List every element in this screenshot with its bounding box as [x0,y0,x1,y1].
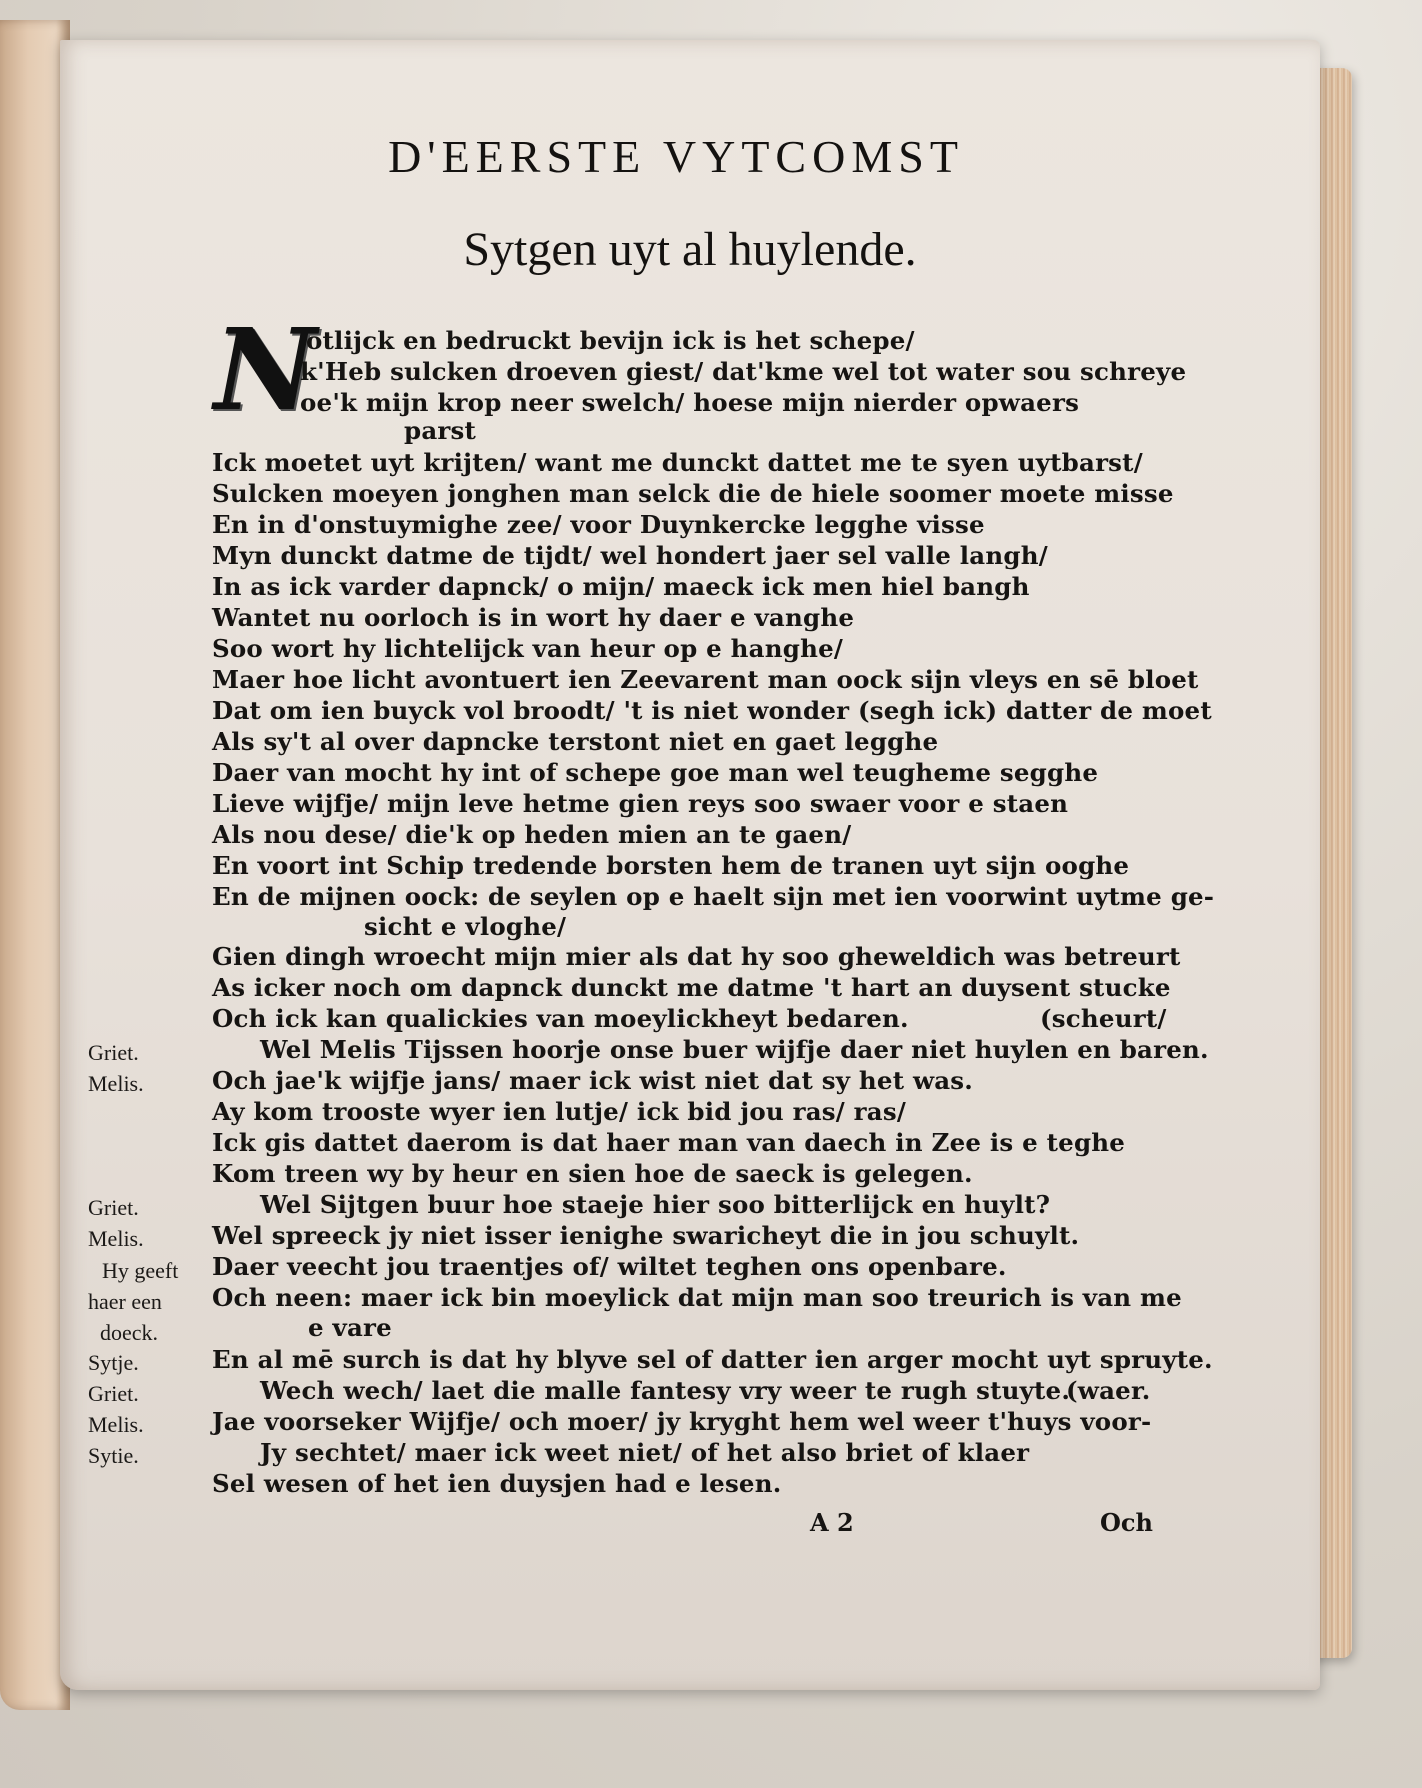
speaker-label: Griet. [88,1195,139,1220]
text-line: Sel wesen of het ien duysjen had e lesen. [212,1469,782,1498]
speaker-label: Melis. [88,1226,144,1251]
page-subheader: Sytgen uyt al huylende. [463,223,917,276]
text-line: Soo wort hy lichtelijck van heur op e hanghe/ [212,634,844,663]
text-line: En in d'onstuymighe zee/ voor Duynkercke legghe visse [212,510,985,539]
text-line: As icker noch om dapnck dunckt me datme 't hart an duysent stucke [212,973,1171,1002]
signature-mark: A 2 [810,1508,854,1537]
text-line: Myn dunckt datme de tijdt/ wel hondert jaer sel valle langh/ [212,541,1048,570]
text-line: Wel spreeck jy niet isser ienighe swaricheyt die in jou schuylt. [212,1221,1080,1250]
speaker-label: doeck. [100,1320,159,1345]
text-line: Als sy't al over dapncke terstont niet en gaet legghe [212,727,939,756]
text-line: Och jae'k wijfje jans/ maer ick wist niet dat sy het was. [212,1066,974,1095]
page-header: D'EERSTE VYTCOMST [388,131,964,182]
drop-capital: N [214,305,317,436]
text-line: Wel Sijtgen buur hoe staeje hier soo bitterlijck en huylt? [260,1190,1051,1219]
text-line: Dat om ien buyck vol broodt/ 't is niet wonder (segh ick) datter de moet [212,696,1212,725]
text-line: parst [404,416,477,445]
text-line: En de mijnen oock: de seylen op e haelt sijn met ien voorwint uytme ge- [212,882,1215,911]
text-line: Lieve wijfje/ mijn leve hetme gien reys soo swaer voor e staen [212,789,1069,818]
speaker-label: Griet. [88,1381,139,1406]
text-line: Sulcken moeyen jonghen man selck die de hiele soomer moete misse [212,479,1174,508]
speaker-label: Melis. [88,1412,144,1437]
text-line: Jae voorseker Wijfje/ och moer/ jy kryght hem wel weer t'huys voor- [212,1407,1152,1436]
speaker-label: Griet. [88,1040,139,1065]
text-line: sicht e vloghe/ [364,912,567,941]
text-line: k'Heb sulcken droeven giest/ dat'kme wel tot water sou schreye [300,357,1187,386]
text-line: Ay kom trooste wyer ien lutje/ ick bid jou ras/ ras/ [212,1097,906,1126]
text-line: Och ick kan qualickies van moeylickheyt bedaren. [212,1004,909,1033]
text-line: (scheurt/ [1040,1004,1167,1033]
speaker-label: haer een [88,1289,162,1314]
text-line: Daer van mocht hy int of schepe goe man wel teugheme segghe [212,758,1099,787]
speaker-label: Sytie. [88,1443,139,1468]
text-line: Wantet nu oorloch is in wort hy daer e vanghe [212,603,855,632]
text-line: Als nou dese/ die'k op heden mien an te gaen/ [212,820,852,849]
speaker-label: Hy geeft [102,1258,179,1283]
speaker-label: Sytje. [88,1350,139,1375]
text-line: (waer. [1066,1376,1151,1405]
text-line: Ick moetet uyt krijten/ want me dunckt dattet me te syen uytbarst/ [212,448,1143,477]
text-line: Gien dingh wroecht mijn mier als dat hy soo gheweldich was betreurt [212,942,1181,971]
text-line: En al mē surch is dat hy blyve sel of datter ien arger mocht uyt spruyte. [212,1345,1213,1374]
text-line: Och neen: maer ick bin moeylick dat mijn man soo treurich is van me [212,1283,1182,1312]
text-line: Jy sechtet/ maer ick weet niet/ of het also briet of klaer [260,1438,1030,1467]
text-line: Ick gis dattet daerom is dat haer man van daech in Zee is e teghe [212,1128,1126,1157]
text-line: Kom treen wy by heur en sien hoe de saeck is gelegen. [212,1159,973,1188]
text-line: En voort int Schip tredende borsten hem de tranen uyt sijn ooghe [212,851,1130,880]
text-line: oe'k mijn krop neer swelch/ hoese mijn nierder opwaers [300,388,1080,417]
text-line: e vare [308,1313,392,1342]
catchword: Och [1100,1508,1153,1537]
text-line: Wel Melis Tijssen hoorje onse buer wijfje daer niet huylen en baren. [260,1035,1209,1064]
text-line: Wech wech/ laet die malle fantesy vry weer te rugh stuyte. [260,1376,1071,1405]
text-line: otlijck en bedruckt bevijn ick is het schepe/ [306,326,915,355]
speaker-label: Melis. [88,1071,144,1096]
text-line: Maer hoe licht avontuert ien Zeevarent man oock sijn vleys en sē bloet [212,665,1199,694]
text-line: In as ick varder dapnck/ o mijn/ maeck ick men hiel bangh [212,572,1030,601]
text-line: Daer veecht jou traentjes of/ wiltet teghen ons openbare. [212,1252,1007,1281]
